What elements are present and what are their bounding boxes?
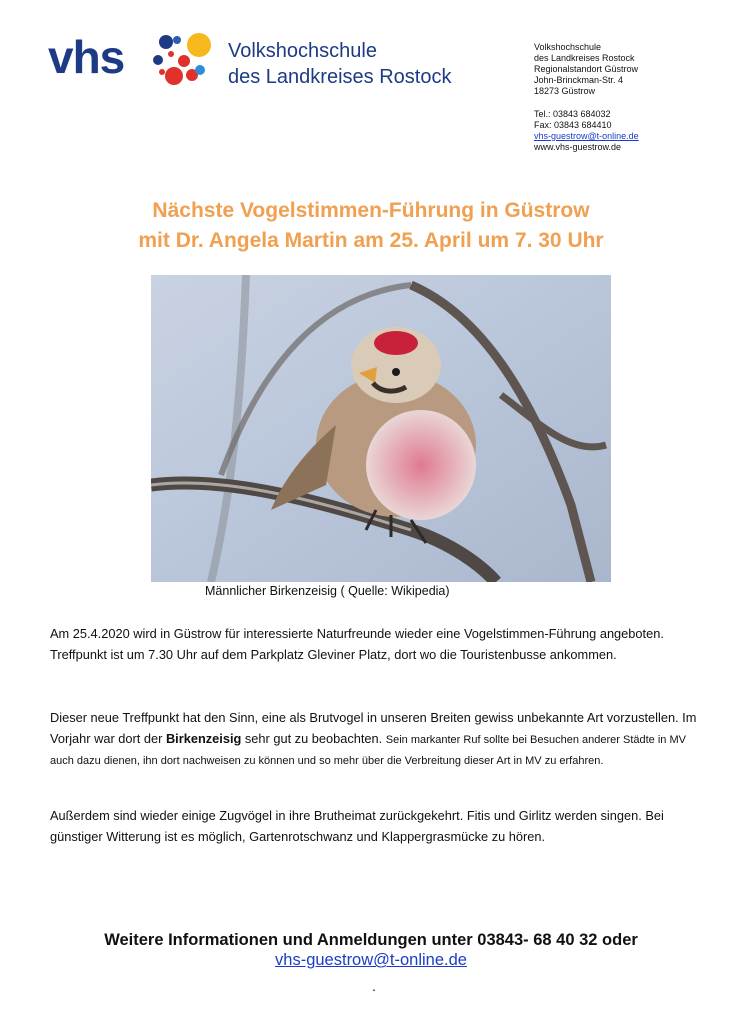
contact-web: www.vhs-guestrow.de (534, 142, 622, 152)
paragraph-2-text-b: sehr gut zu beobachten. (241, 730, 386, 746)
org-name-line1: Volkshochschule (228, 40, 377, 62)
contact-line3: Regionalstandort Güstrow (534, 64, 639, 74)
footer-email-wrapper (0, 949, 742, 971)
paragraph-1: Am 25.4.2020 wird in Güstrow für interessierte Naturfreunde wieder eine Vogelstimmen-Führung angeboten. Treffpunkt ist um 7.30 Uhr auf dem Parkplatz Gleviner Platz, dort wo die Touristenbusse ankommen. (50, 626, 664, 662)
bird-name-bold: Birkenzeisig (165, 730, 242, 746)
contact-line2: des Landkreises Rostock (534, 53, 635, 63)
organization-name (228, 38, 451, 90)
paragraph-3: Außerdem sind wieder einige Zugvögel in ihre Brutheimat zurückgekehrt. Fitis und Girlitz werden singen. Bei günstiger Witterung ist es möglich, Gartenrotschwanz und Klappergrasmücke zu hören. (50, 808, 664, 844)
contact-line5: 18273 Güstrow (534, 86, 596, 96)
footer-email-link[interactable]: vhs-guestrow@t-online.de (275, 951, 467, 969)
headline-line2: mit Dr. Angela Martin am 25. April um 7. 30 Uhr (138, 229, 604, 252)
footer-dot: . (372, 978, 376, 994)
contact-email-link[interactable]: vhs-guestrow@t-online.de (534, 131, 639, 141)
paragraph-2-small-text: Sein markanter Ruf sollte bei Besuchen anderer Städte in MV auch dazu dienen, ihn dort nachweisen zu können und so mehr über die Verbreitung dieser Art in MV zu erfahren. (50, 733, 686, 767)
org-name-line2: des Landkreises Rostock (228, 66, 452, 88)
contact-block (534, 42, 639, 153)
headline (0, 196, 742, 256)
photo-caption: Männlicher Birkenzeisig ( Quelle: Wikipedia) (205, 584, 450, 598)
contact-line4: John-Brinckman-Str. 4 (534, 75, 624, 85)
contact-tel: Tel.: 03843 684032 (534, 109, 611, 119)
bird-photo (151, 275, 611, 582)
headline-line1: Nächste Vogelstimmen-Führung in Güstrow (152, 199, 590, 222)
contact-line1: Volkshochschule (534, 42, 602, 52)
paragraph-2 (50, 708, 710, 772)
vhs-logo-text: vhs (48, 31, 125, 83)
contact-fax: Fax: 03843 684410 (534, 120, 612, 130)
logo-dots-icon (150, 30, 216, 92)
footer-info: Weitere Informationen und Anmeldungen unter 03843- 68 40 32 oder (104, 931, 638, 949)
paragraph-2-text-a: Dieser neue Treffpunkt hat den Sinn, eine als Brutvogel in unseren Breiten gewiss unbekannte Art vorzustellen. Im Vorjahr war dort der (50, 710, 697, 746)
